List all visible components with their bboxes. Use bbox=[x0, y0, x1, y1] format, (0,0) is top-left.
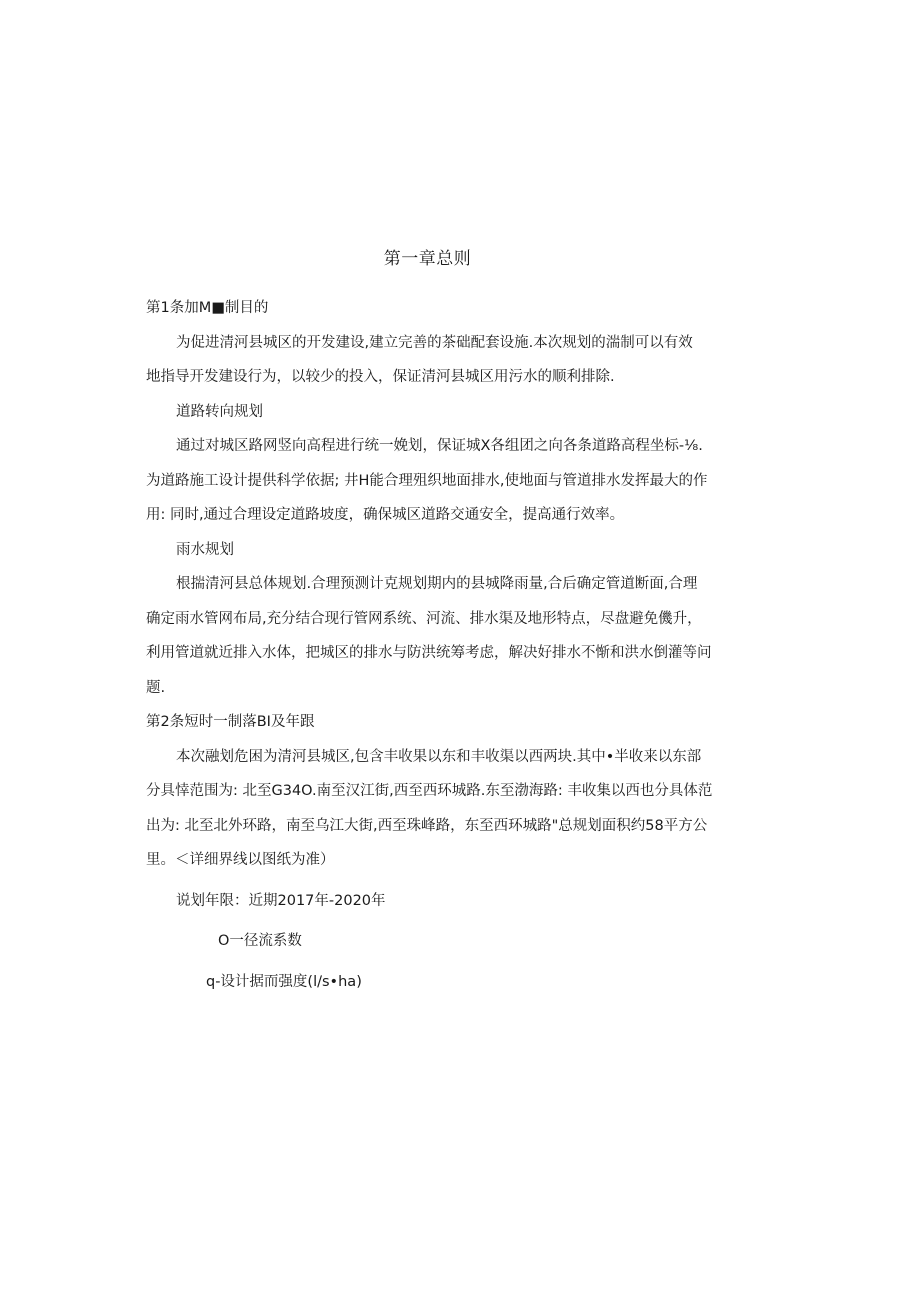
document-body bbox=[146, 291, 716, 999]
chapter-title: 第一章总则 bbox=[383, 249, 472, 269]
planning-period: 说划年限：近期2017年-2020年 bbox=[176, 892, 386, 909]
road-line-3: 用: 同时,通过合理设定道路坡度，确保城区道路交通安全，提高通行效率。 bbox=[146, 507, 625, 523]
rain-line-3: 利用管道就近排入水体，把城区的排水与防洪统筹考虑，解决好排水不惭和洪水倒灌等问 bbox=[146, 645, 712, 661]
rain-line-4: 题. bbox=[146, 679, 166, 696]
runoff-coefficient: O一径流系数 bbox=[218, 933, 302, 949]
article2-line-3: 出为: 北至北外环路，南至乌江大街,西至珠峰路，东至西环城路"总规划面积约58平方公 bbox=[146, 817, 708, 834]
road-line-2: 为道路施工设计提供科学依据; 井H能合理殂织地面排水,使地面与管道排水发挥最大的作 bbox=[146, 472, 708, 489]
rain-intensity: q-设计据而强度(l∕s•ha) bbox=[206, 973, 362, 990]
article1-line-1: 为促进清河县城区的开发建设,建立完善的茶础配套设施.本次规划的湍制可以有效 bbox=[176, 334, 693, 351]
article1-line-2: 地指导开发建设行为，以较少的投入，保证清河县城区用污水的顺利排除. bbox=[146, 369, 615, 385]
article2-line-2: 分具悻范围为: 北至G34O.南至汉江街,西至西环城路.东至渤海路: 丰收集以西也分具体范 bbox=[146, 783, 713, 799]
rain-line-1: 根揣清河县总体规划.合理预测计克规划期内的县城降雨量,合后确定管道断面,合理 bbox=[176, 576, 698, 592]
road-section-heading: 道路转向规划 bbox=[176, 403, 263, 420]
article1-heading: 第1条加M■制目的 bbox=[146, 300, 269, 316]
road-line-1: 通过对城区路网竖向高程进行统一娩划，保证城X各组团之向各条道路高程坐标-⅛. bbox=[176, 438, 703, 454]
rain-section-heading: 雨水规划 bbox=[176, 541, 234, 558]
rain-line-2: 确定雨水管网布局,充分结合现行管网系统、河流、排水渠及地形特点，尽盘避免僟升， bbox=[146, 610, 702, 627]
article2-heading: 第2条短时一制落BI及年跟 bbox=[146, 714, 315, 730]
article2-line-1: 本次融划危困为清河县城区,包含丰收果以东和丰收渠以西两块.其中•半收来以东部 bbox=[176, 748, 702, 765]
article2-line-4: 里。＜详细界线以图纸为准） bbox=[146, 852, 335, 868]
